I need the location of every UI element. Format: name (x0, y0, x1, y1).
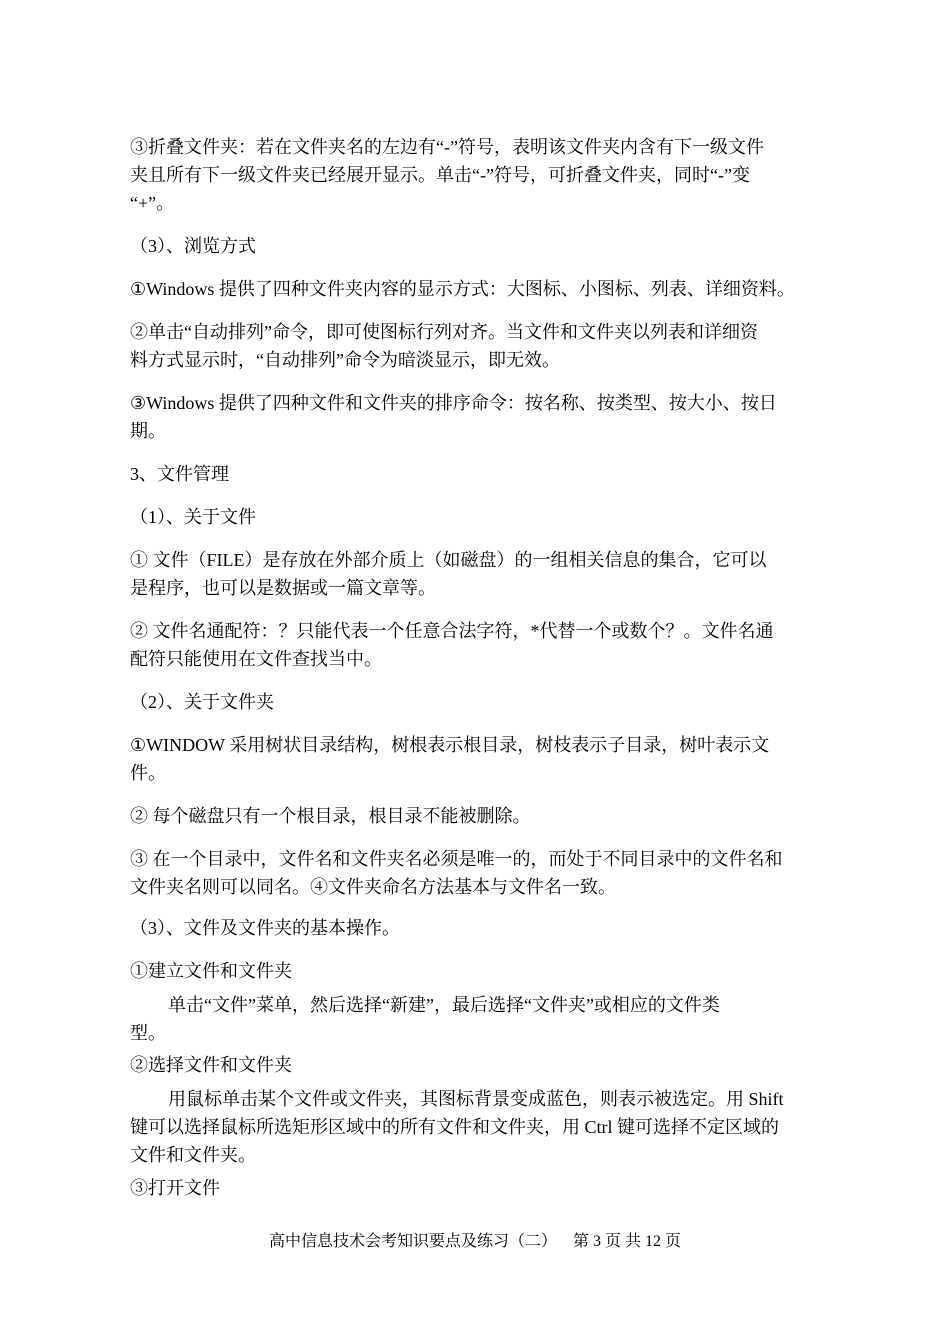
text-line: 期。 (130, 421, 166, 441)
section-heading: 3、文件管理 (130, 464, 229, 484)
text-line: 配符只能使用在文件查找当中。 (130, 649, 382, 669)
text-line: 夹且所有下一级文件夹已经展开显示。单击“-”符号，可折叠文件夹，同时“-”变 (130, 165, 750, 185)
text-line: ①WINDOW 采用树状目录结构，树根表示根目录，树枝表示子目录，树叶表示文 (130, 735, 770, 755)
text-line: ②单击“自动排列”命令，即可使图标行列对齐。当文件和文件夹以列表和详细资 (130, 322, 758, 342)
text-line: 用鼠标单击某个文件或文件夹，其图标背景变成蓝色，则表示被选定。用 Shift (168, 1089, 784, 1109)
text-line: ② 文件名通配符：？只能代表一个任意合法字符，*代替一个或数个？。文件名通 (130, 621, 774, 641)
text-line: ③ 在一个目录中，文件名和文件夹名必须是唯一的，而处于不同目录中的文件名和 (130, 849, 783, 869)
text-line: 键可以选择鼠标所选矩形区域中的所有文件和文件夹，用 Ctrl 键可选择不定区域的 (130, 1117, 779, 1137)
text-line: 件。 (130, 763, 166, 783)
text-line: 文件夹名则可以同名。④文件夹命名方法基本与文件名一致。 (130, 877, 616, 897)
section-heading: （2）、关于文件夹 (130, 692, 274, 712)
section-heading: （3）、浏览方式 (130, 236, 256, 256)
text-line: ①Windows 提供了四种文件夹内容的显示方式：大图标、小图标、列表、详细资料。 (130, 279, 795, 299)
text-line: 是程序，也可以是数据或一篇文章等。 (130, 578, 436, 598)
section-heading: （3）、文件及文件夹的基本操作。 (130, 918, 400, 938)
text-line: “+”。 (130, 193, 175, 213)
text-line: ③打开文件 (130, 1178, 220, 1198)
text-line: 单击“文件”菜单，然后选择“新建”，最后选择“文件夹”或相应的文件类 (168, 995, 720, 1015)
text-line: 文件和文件夹。 (130, 1145, 256, 1165)
page-footer: 高中信息技术会考知识要点及练习（二） 第 3 页 共 12 页 (268, 1233, 681, 1250)
section-heading: （1）、关于文件 (130, 507, 256, 527)
text-line: ①建立文件和文件夹 (130, 961, 292, 981)
text-line: ③Windows 提供了四种文件和文件夹的排序命令：按名称、按类型、按大小、按日 (130, 393, 777, 413)
text-line: ②选择文件和文件夹 (130, 1055, 292, 1075)
text-line: 型。 (130, 1023, 166, 1043)
text-line: ② 每个磁盘只有一个根目录，根目录不能被删除。 (130, 806, 531, 826)
text-line: 料方式显示时，“自动排列”命令为暗淡显示，即无效。 (130, 350, 560, 370)
text-line: ① 文件（FILE）是存放在外部介质上（如磁盘）的一组相关信息的集合，它可以 (130, 550, 767, 570)
text-line: ③折叠文件夹：若在文件夹名的左边有“-”符号，表明该文件夹内含有下一级文件 (130, 137, 764, 157)
